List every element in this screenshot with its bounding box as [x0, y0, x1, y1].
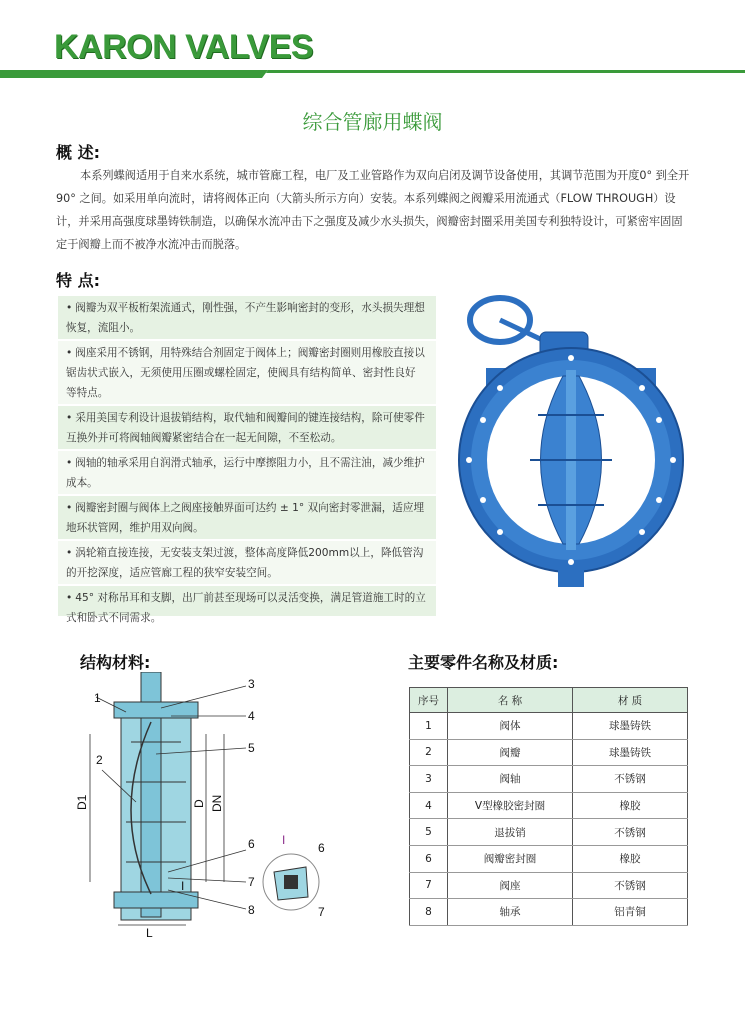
table-row: [410, 899, 688, 926]
callout-6: 6: [248, 837, 255, 851]
cell-name: 阀轴: [448, 766, 573, 793]
features-heading: 特 点:: [56, 271, 100, 290]
col-material: 材 质: [573, 688, 688, 713]
cell-name: V型橡胶密封圈: [448, 792, 573, 819]
feature-item: • 45° 对称吊耳和支脚，出厂前甚至现场可以灵活变换，满足管道施工时的立式和卧式不同需求。: [58, 586, 436, 631]
cell-no: 3: [410, 766, 448, 793]
callout-8: 8: [248, 903, 255, 917]
cell-name: 阀座: [448, 872, 573, 899]
dim-dn: DN: [210, 794, 224, 812]
col-no: 序号: [410, 688, 448, 713]
cell-material: 球墨铸铁: [573, 739, 688, 766]
cell-name: 退拔销: [448, 819, 573, 846]
cell-no: 2: [410, 739, 448, 766]
detail-mark: I: [181, 879, 185, 893]
table-row: [410, 739, 688, 766]
parts-heading: 主要零件名称及材质:: [408, 653, 559, 672]
callout-2: 2: [96, 753, 103, 767]
cell-no: 6: [410, 845, 448, 872]
detail-callout-7: 7: [318, 905, 325, 919]
callout-7: 7: [248, 875, 255, 889]
col-name: 名 称: [448, 688, 573, 713]
cell-no: 1: [410, 713, 448, 740]
parts-table: [409, 687, 688, 926]
dim-d1: D1: [75, 794, 89, 810]
overview-heading: 概 述:: [56, 143, 100, 162]
feature-item: • 涡轮箱直接连接，无安装支架过渡，整体高度降低200mm以上，降低管沟的开挖深度，适应管廊工程的狭窄安装空间。: [58, 541, 436, 586]
callout-1: 1: [94, 691, 101, 705]
feature-item: • 阀瓣密封圈与阀体上之阀座接触界面可达约 ± 1° 双向密封零泄漏，适应埋地环状管网，维护用双向阀。: [58, 496, 436, 541]
features-panel: [58, 296, 436, 624]
table-row: [410, 845, 688, 872]
structure-drawing: [56, 672, 346, 942]
table-row: [410, 713, 688, 740]
cell-material: 不锈钢: [573, 766, 688, 793]
brand-logo: KARON VALVES: [54, 28, 314, 66]
table-row: [410, 792, 688, 819]
cell-material: 铝青铜: [573, 899, 688, 926]
detail-label: I: [282, 833, 286, 847]
table-row: [410, 872, 688, 899]
cell-no: 4: [410, 792, 448, 819]
cell-name: 阀体: [448, 713, 573, 740]
feature-item: • 阀轴的轴承采用自润滑式轴承，运行中摩擦阻力小，且不需注油，减少维护成本。: [58, 451, 436, 496]
structure-heading: 结构材料:: [80, 653, 151, 672]
feature-item: • 采用美国专利设计退拔销结构，取代轴和阀瓣间的键连接结构，除可使零件互换外并可将阀轴阀瓣紧密结合在一起无间隙，不至松动。: [58, 406, 436, 451]
dim-l: L: [146, 926, 153, 940]
callout-4: 4: [248, 709, 255, 723]
dim-d: D: [192, 799, 206, 808]
cell-no: 5: [410, 819, 448, 846]
table-row: [410, 766, 688, 793]
feature-item: • 阀瓣为双平板桁架流通式，刚性强，不产生影响密封的变形，水头损失理想恢复，流阻小。: [58, 296, 436, 341]
cell-material: 球墨铸铁: [573, 713, 688, 740]
cell-material: 不锈钢: [573, 872, 688, 899]
cell-no: 7: [410, 872, 448, 899]
overview-text: 本系列蝶阀适用于自来水系统，城市管廊工程，电厂及工业管路作为双向启闭及调节设备使用，其调节范围为开度0° 到全开90° 之间。如采用单向流时，请将阀体正向（大箭头所示方向）安装。本系列蝶阀之阀瓣采用流通式（FLOW THROUGH）设计，并采用高强度球墨铸铁制造，以确保水流冲击下之强度及减少水头损失，阀瓣密封圈采用美国专利独特设计，可紧密牢固固定于阀瓣上而不被净水流冲击而脱落。: [56, 169, 690, 251]
butterfly-valve-image: [458, 290, 698, 590]
callout-5: 5: [248, 741, 255, 755]
table-row: [410, 819, 688, 846]
callout-3: 3: [248, 677, 255, 691]
cell-name: 轴承: [448, 899, 573, 926]
cell-material: 橡胶: [573, 845, 688, 872]
feature-item: • 阀座采用不锈钢，用特殊结合剂固定于阀体上；阀瓣密封圈则用橡胶直接以锯齿状式嵌入，无须使用压圈或螺栓固定，使阀具有结构简单、密封性良好等特点。: [58, 341, 436, 406]
header-bar: [0, 70, 745, 78]
cell-name: 阀瓣: [448, 739, 573, 766]
cell-no: 8: [410, 899, 448, 926]
cell-material: 橡胶: [573, 792, 688, 819]
detail-callout-6: 6: [318, 841, 325, 855]
table-header-row: [410, 688, 688, 713]
cell-name: 阀瓣密封圈: [448, 845, 573, 872]
page-title: 综合管廊用蝶阀: [302, 110, 443, 134]
cell-material: 不锈钢: [573, 819, 688, 846]
